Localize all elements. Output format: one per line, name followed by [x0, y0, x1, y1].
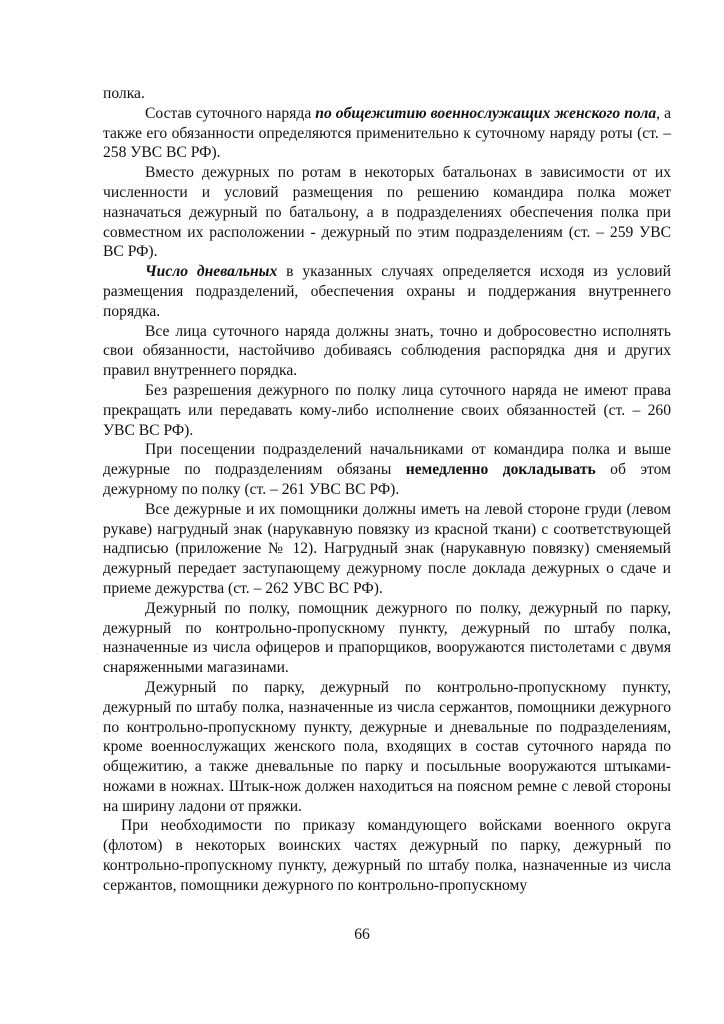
- paragraph: [103, 262, 671, 321]
- emphasis-text: Число дневальных: [145, 263, 278, 281]
- text-run: в указанных случаях определяется исходя из условий размещения подразделений, обеспечения охраны и поддержания внутреннего порядка.: [103, 263, 671, 320]
- paragraph: Дежурный по парку, дежурный по контрольно-пропускному пункту, дежурный по штабу полка, назначенные из числа сержантов, помощники дежурного по контрольно-пропускному пункту, дежурные и дневальные по подразделениям, кроме военнослужащих женского пола, входящих в состав суточного наряда по общежитию, а также дневальные по парку и посыльные вооружаются штыками-ножами в ножнах. Штык-нож должен находиться на поясном ремне с левой стороны на ширину ладони от пряжки.: [103, 678, 671, 815]
- paragraph: Все лица суточного наряда должны знать, точно и добросовестно исполнять свои обязанности, настойчиво добиваясь соблюдения распорядка дня и других правил внутреннего порядка.: [103, 322, 671, 380]
- paragraph: Вместо дежурных по ротам в некоторых батальонах в зависимости от их численности и условий размещения по решению командира полка может назначаться дежурный по батальону, а в подразделениях обеспечения полка при совместном их расположении - дежурный по этим подразделениям (ст. – 259 УВС ВС РФ).: [103, 164, 671, 261]
- text-run: При посещении подразделений начальниками от командира полка и выше дежурные по подразделениям обязаны: [103, 441, 671, 479]
- paragraph: Без разрешения дежурного по полку лица суточного наряда не имеют права прекращать или передавать кому-либо исполнение своих обязанностей (ст. – 260 УВС ВС РФ).: [103, 381, 671, 439]
- paragraph: Дежурный по полку, помощник дежурного по полку, дежурный по парку, дежурный по контрольно-пропускному пункту, дежурный по штабу полка, назначенные из числа офицеров и прапорщиков, вооружаются пистолетами с двумя снаряженными магазинами.: [103, 599, 671, 677]
- page-number: 66: [354, 926, 370, 943]
- bold-text: немедленно докладывать: [405, 461, 596, 479]
- text-run: об этом дежурному по полку (ст. – 261 УВС ВС РФ).: [103, 461, 672, 498]
- page-body: [103, 84, 671, 896]
- paragraph: [103, 440, 671, 499]
- text-run: , а также его обязанности определяются применительно к суточному наряду роты (ст. – 258 УВС ВС РФ).: [103, 104, 671, 162]
- paragraph: При необходимости по приказу командующего войсками военного округа (флотом) в некоторых воинских частях дежурный по парку, дежурный по контрольно-пропускному пункту, дежурный по штабу полка, назначенные из числа сержантов, помощники дежурного по контрольно-пропускному: [103, 817, 671, 894]
- paragraph: [103, 104, 671, 163]
- paragraph: Все дежурные и их помощники должны иметь на левой стороне груди (левом рукаве) нагрудный знак (нарукавную повязку из красной ткани) с соответствующей надписью (приложение № 12). Нагрудный знак (нарукавную повязку) сменяемый дежурный передает заступающему дежурному после доклада дежурных о сдаче и приеме дежурства (ст. – 262 УВС ВС РФ).: [103, 500, 671, 597]
- emphasis-text: по общежитию военнослужащих женского пола: [315, 104, 657, 122]
- text-run: Состав суточного наряда: [145, 104, 316, 122]
- paragraph: полка.: [103, 85, 145, 102]
